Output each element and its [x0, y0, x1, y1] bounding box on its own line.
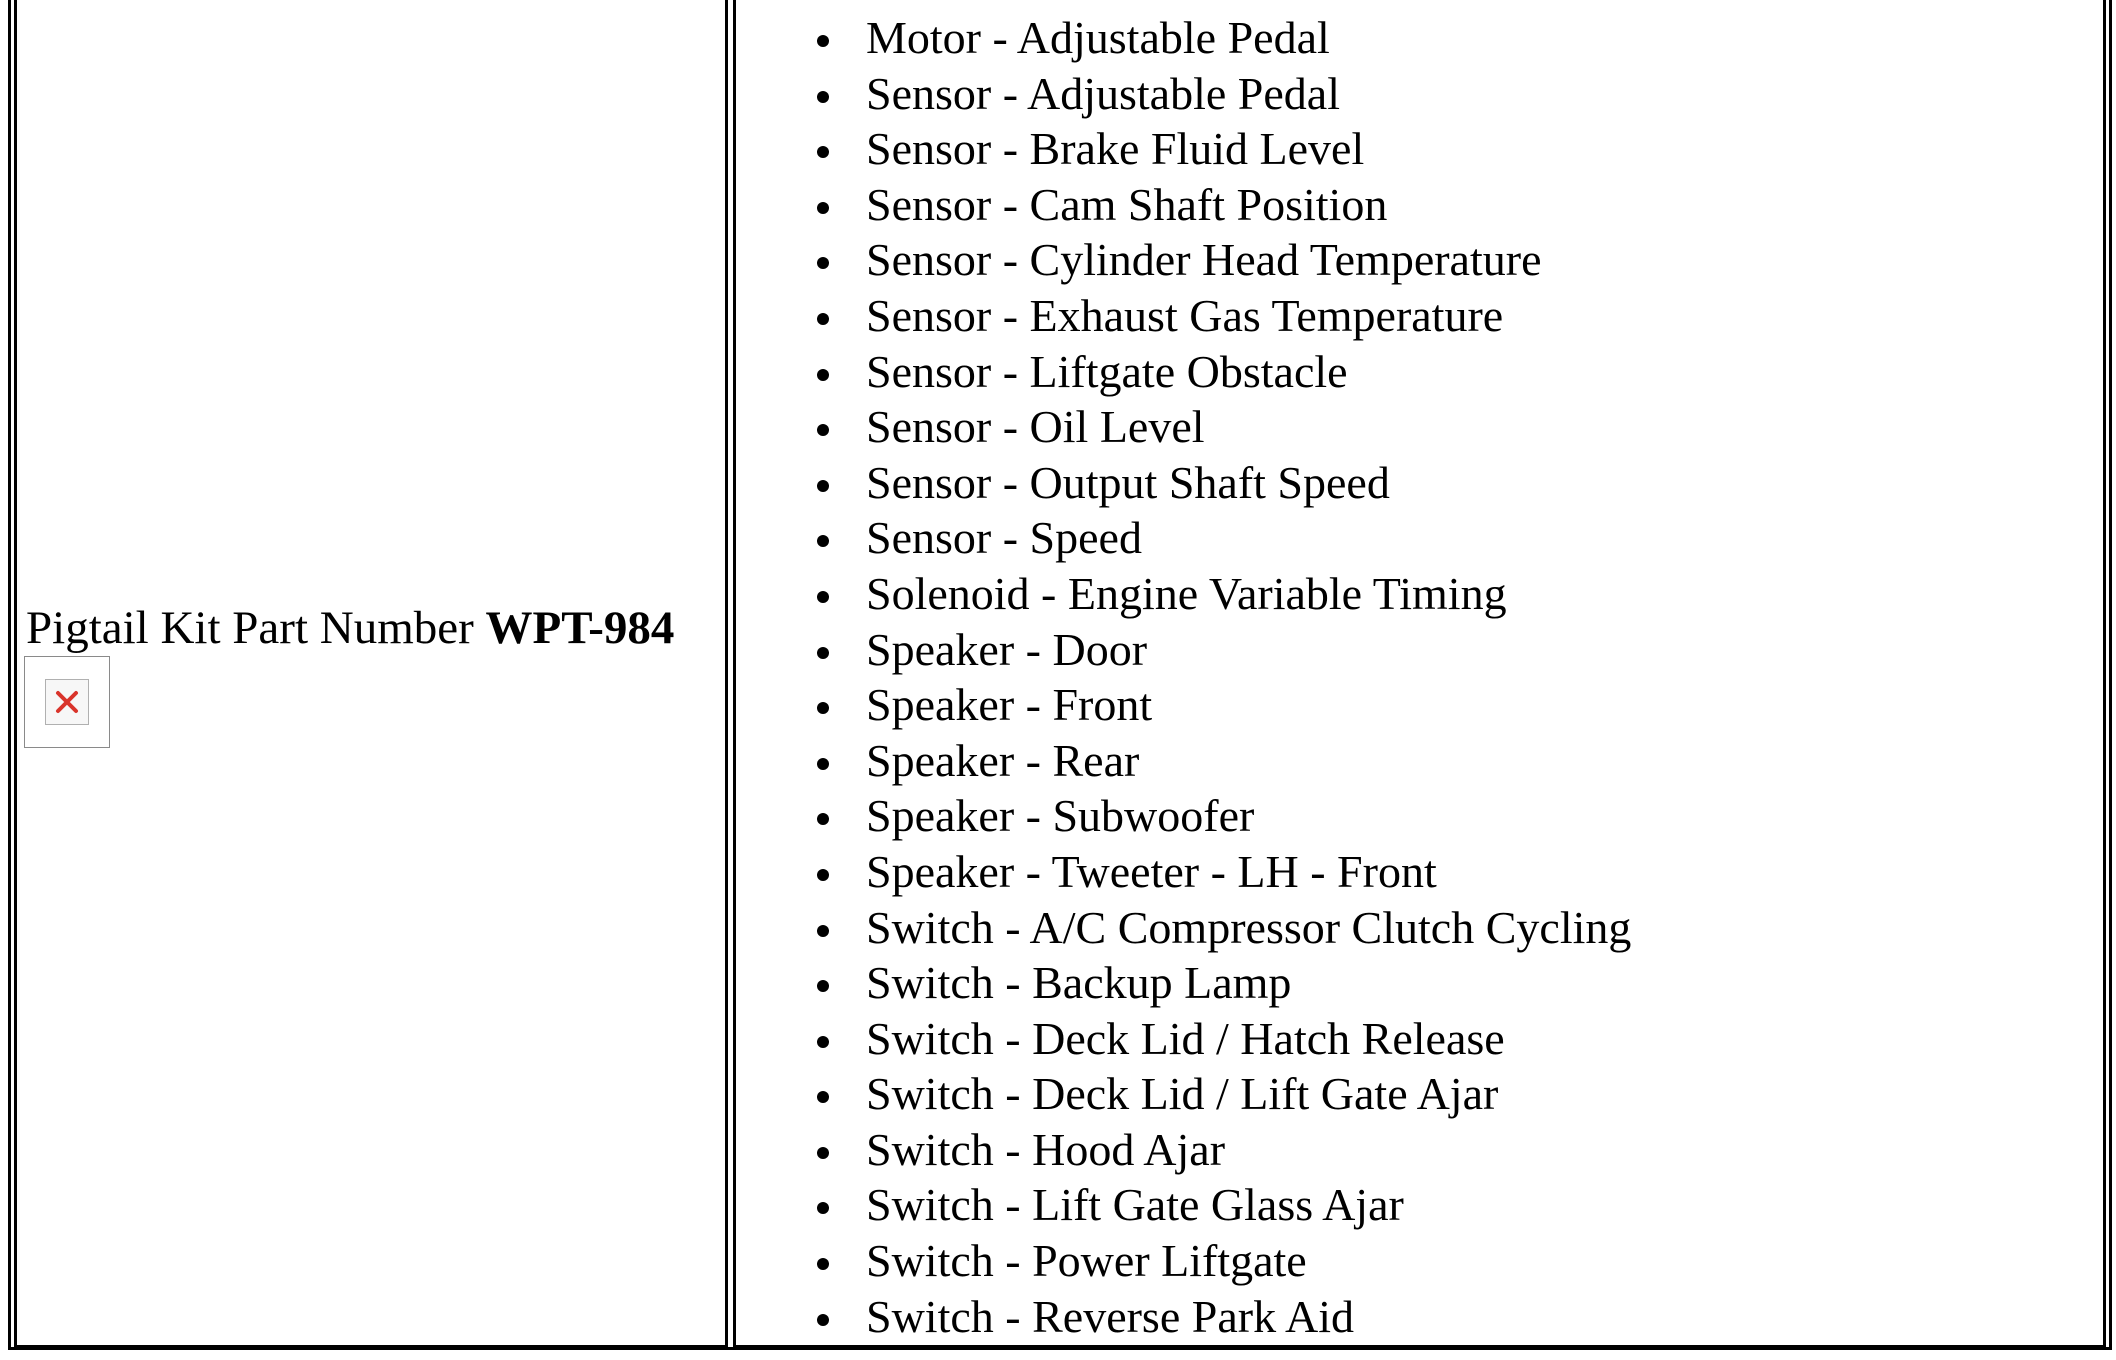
- list-item: [0, 66, 1631, 122]
- list-item-text: Motor - Adjustable Pedal: [866, 12, 1330, 63]
- bullet-icon: [817, 1147, 829, 1159]
- bullet-icon: [817, 257, 829, 269]
- list-item: [0, 510, 1631, 566]
- list-item-text: Switch - A/C Compressor Clutch Cycling: [866, 901, 1632, 953]
- list-item: [0, 566, 1631, 622]
- bullet-icon: [817, 91, 829, 103]
- list-item: [0, 1122, 1631, 1178]
- list-item-text: Sensor - Adjustable Pedal: [866, 67, 1340, 119]
- bullet-icon: [817, 591, 829, 603]
- bullet-icon: [817, 424, 829, 436]
- list-item: [0, 399, 1631, 455]
- bullet-icon: [817, 702, 829, 714]
- list-item: [0, 1177, 1631, 1233]
- bullet-icon: [817, 146, 829, 158]
- applications-list: [0, 10, 1631, 1344]
- list-item-text: Sensor - Output Shaft Speed: [866, 456, 1390, 508]
- bullet-icon: [817, 535, 829, 547]
- list-item: [0, 1233, 1631, 1289]
- bullet-icon: [817, 980, 829, 992]
- list-item-text: Sensor - Cylinder Head Temperature: [866, 234, 1542, 286]
- bullet-icon: [817, 813, 829, 825]
- bullet-icon: [817, 480, 829, 492]
- bullet-icon: [817, 1202, 829, 1214]
- list-item-text: Sensor - Exhaust Gas Temperature: [866, 289, 1504, 341]
- list-item: [0, 121, 1631, 177]
- bullet-icon: [817, 202, 829, 214]
- list-item: [0, 177, 1631, 233]
- list-item: [0, 733, 1631, 789]
- list-item: [0, 900, 1631, 956]
- list-item-text: Speaker - Front: [866, 679, 1153, 731]
- bullet-icon: [817, 1091, 829, 1103]
- bullet-icon: [817, 1314, 829, 1326]
- bullet-icon: [817, 647, 829, 659]
- list-item-text: Switch - Power Liftgate: [866, 1235, 1307, 1287]
- list-item: [0, 455, 1631, 511]
- list-item: [0, 788, 1631, 844]
- list-item-text: Sensor - Liftgate Obstacle: [866, 345, 1348, 397]
- list-item-text: Switch - Deck Lid / Lift Gate Ajar: [866, 1068, 1499, 1120]
- list-item: [0, 344, 1631, 400]
- list-item-text: Sensor - Cam Shaft Position: [866, 178, 1388, 230]
- kit-part-number: WPT-984: [485, 602, 675, 654]
- list-item-text: Speaker - Rear: [866, 734, 1140, 786]
- list-item-text: Sensor - Brake Fluid Level: [866, 123, 1365, 175]
- bullet-icon: [817, 869, 829, 881]
- bullet-icon: [817, 1036, 829, 1048]
- kit-label-prefix: Pigtail Kit Part Number: [26, 602, 474, 654]
- list-item-text: Switch - Reverse Park Aid: [866, 1290, 1355, 1342]
- list-item: [0, 844, 1631, 900]
- list-item-text: Sensor - Oil Level: [866, 401, 1205, 453]
- bullet-icon: [817, 369, 829, 381]
- bullet-icon: [817, 313, 829, 325]
- list-item-text: Solenoid - Engine Variable Timing: [866, 567, 1507, 619]
- bullet-icon: [817, 1258, 829, 1270]
- list-item-text: Switch - Hood Ajar: [866, 1123, 1226, 1175]
- list-item: [0, 288, 1631, 344]
- list-item: [0, 10, 1631, 66]
- list-item-text: Switch - Deck Lid / Hatch Release: [866, 1012, 1505, 1064]
- list-item: [0, 1011, 1631, 1067]
- list-item-text: Speaker - Tweeter - LH - Front: [866, 845, 1437, 897]
- list-item: [0, 232, 1631, 288]
- list-item-text: Switch - Backup Lamp: [866, 957, 1292, 1009]
- bullet-icon: [817, 758, 829, 770]
- list-item-text: Sensor - Speed: [866, 512, 1142, 564]
- list-item: [0, 622, 1631, 678]
- list-item-text: Speaker - Door: [866, 623, 1148, 675]
- bullet-icon: [817, 925, 829, 937]
- bullet-icon: [817, 35, 829, 47]
- list-item: [0, 677, 1631, 733]
- list-item-text: Switch - Lift Gate Glass Ajar: [866, 1179, 1404, 1231]
- list-item: [0, 1066, 1631, 1122]
- list-item-text: Speaker - Subwoofer: [866, 790, 1255, 842]
- list-item: [0, 955, 1631, 1011]
- list-item: [0, 1289, 1631, 1345]
